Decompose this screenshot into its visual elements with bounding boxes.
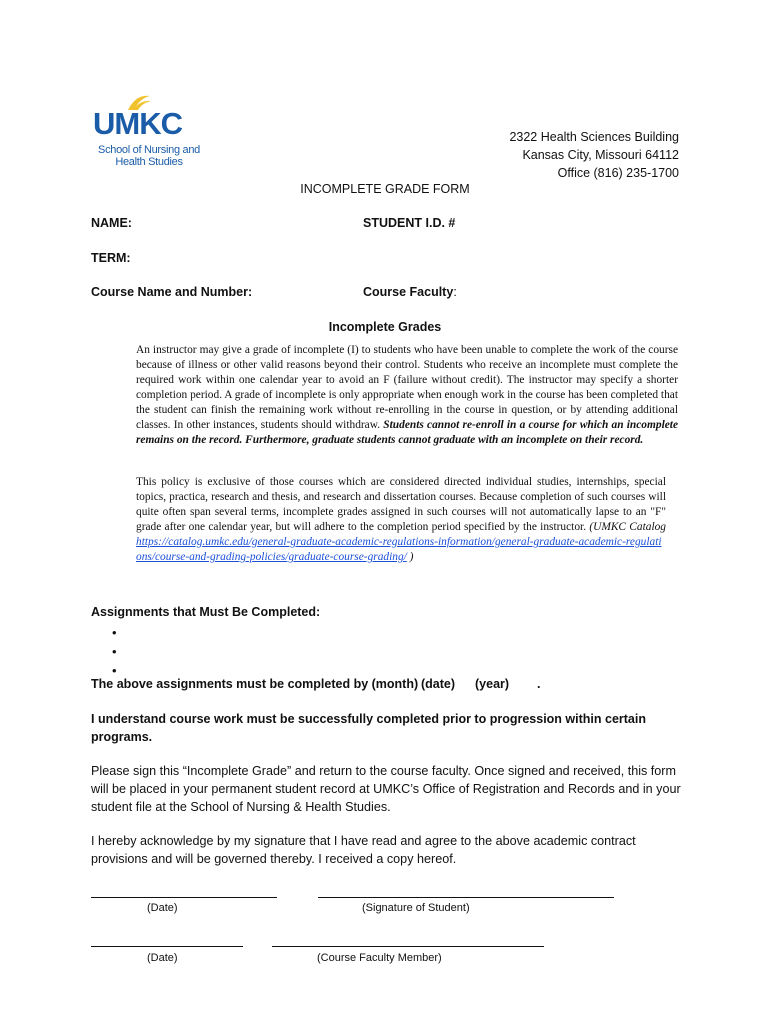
address-line-building: 2322 Health Sciences Building [509,130,679,144]
progression-notice: I understand course work must be successfully completed prior to progression within certain programs. [91,712,646,744]
incomplete-grades-heading: Incomplete Grades [328,320,442,334]
name-label: NAME: [91,216,132,230]
faculty-signature-line[interactable] [272,946,544,947]
assignment-bullet: • [112,663,117,678]
date-caption-2: (Date) [147,952,178,964]
sign-instructions: Please sign this “Incomplete Grade” and return to the course faculty. Once signed and received, this form will be placed in your permanent student record at UMKC’s Office of Registration and Records and in your student file at the School of Nursing & Health Studies. [91,764,681,814]
logo-subtitle-line1: School of Nursing and [98,144,200,156]
assignments-list [112,623,117,680]
assignment-bullet: • [112,644,117,659]
assignments-heading: Assignments that Must Be Completed: [91,605,321,619]
logo-wordmark: UMKC [93,106,182,141]
date-caption-1: (Date) [147,902,178,914]
completion-date-label: (date) [421,677,456,691]
exclusive-policy-paragraph [136,475,666,565]
exclusive-policy-text: This policy is exclusive of those courses which are considered directed individual studies, internships, special topics, practica, research and thesis, and research and dissertation courses. Because completion of such courses will quite often span several terms, incomplete grades assigned in such courses will not automatically lapse to an "F" grade after one calendar year, but will adhere to the completion period specified by the instructor. [136,476,666,533]
completion-year-label: (year) [475,677,510,691]
logo-subtitle [94,144,204,168]
student-signature-caption: (Signature of Student) [362,902,470,914]
catalog-link[interactable]: https://catalog.umkc.edu/general-graduate-academic-regulations-information/general-graduate-academic-regulations/course-and-grading-policies/graduate-course-grading/ [136,536,662,563]
logo-subtitle-line2: Health Studies [115,156,183,168]
acknowledgement-text: I hereby acknowledge by my signature that I have read and agree to the above academic contract provisions and will be governed thereby. I received a copy hereof. [91,834,636,866]
policy-bold-warning: Students cannot re-enroll in a course for which an incomplete remains on the record. Furthermore, graduate students cannot graduate with an incomplete on their record. [136,419,679,446]
address-line-city: Kansas City, Missouri 64112 [522,148,679,162]
course-faculty-field [363,285,457,299]
assignment-bullet: • [112,625,117,640]
form-title: INCOMPLETE GRADE FORM [300,182,470,196]
address-block [509,128,679,182]
catalog-cite-suffix: ) [406,551,414,563]
completion-period: . [537,677,541,691]
faculty-signature-caption: (Course Faculty Member) [317,952,442,964]
student-signature-line[interactable] [318,897,614,898]
date-signature-line-2[interactable] [91,946,243,947]
course-name-label: Course Name and Number: [91,285,253,299]
incomplete-policy-paragraph [136,343,678,448]
completion-deadline-text: The above assignments must be completed by (month) [91,677,419,691]
date-signature-line-1[interactable] [91,897,277,898]
address-line-phone: Office (816) 235-1700 [557,166,679,180]
course-faculty-label: Course Faculty [363,285,454,299]
term-label: TERM: [91,251,131,265]
course-faculty-colon: : [453,285,457,299]
catalog-cite-prefix: (UMKC Catalog [589,521,666,533]
student-id-label: STUDENT I.D. # [363,216,456,230]
policy-text: An instructor may give a grade of incomplete (I) to students who have been unable to complete the work of the course because of illness or other valid reasons beyond their control. Students who receive an incomplete must complete the required work within one calendar year to avoid an F (failure without credit). The instructor may specify a shorter completion period. A grade of incomplete is only appropriate when enough work in the course has been completed that the student can finish the remaining work without re-enrolling in the course in question, or by attending additional classes. In other instances, students should withdraw. [136,344,678,431]
umkc-logo [93,92,213,172]
